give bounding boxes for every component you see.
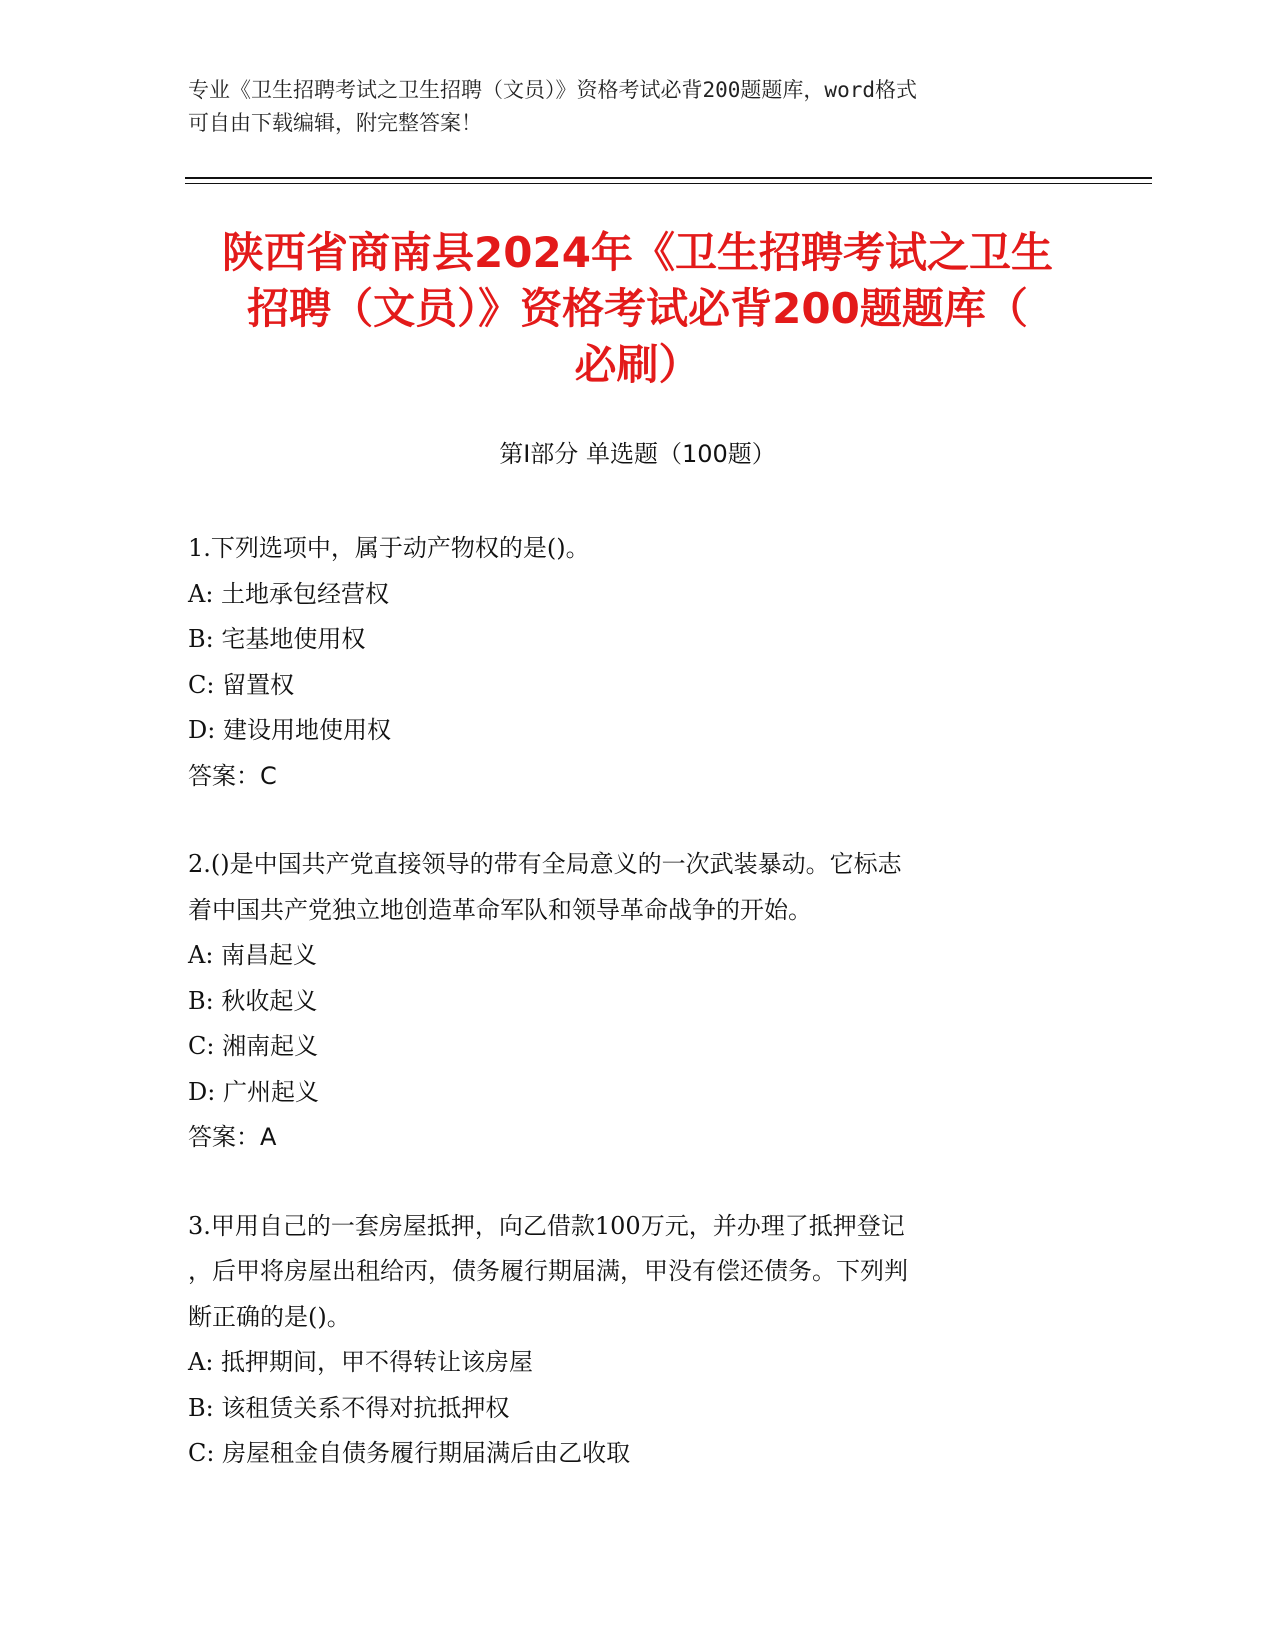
question-2 [188, 842, 1068, 1161]
title-line-3: 必刷） [574, 340, 701, 389]
option-a: A: 抵押期间，甲不得转让该房屋 [188, 1348, 534, 1376]
question-stem-line: 1.下列选项中，属于动产物权的是()。 [188, 534, 590, 562]
header-divider-thick [185, 177, 1152, 179]
title-line-2: 招聘（文员）》资格考试必背200题题库（ [247, 284, 1028, 333]
question-stem-line: 2.()是中国共产党直接领导的带有全局意义的一次武装暴动。它标志 [188, 850, 902, 878]
question-1 [188, 526, 1068, 799]
answer-line: 答案：A [188, 1123, 277, 1151]
document-title [150, 225, 1125, 393]
header-note-line-2: 可自由下载编辑，附完整答案！ [188, 111, 482, 135]
option-b: B: 秋收起义 [188, 986, 318, 1015]
question-stem-line: ，后甲将房屋出租给丙，债务履行期届满，甲没有偿还债务。下列判 [188, 1257, 908, 1285]
question-stem-line: 3.甲用自己的一套房屋抵押，向乙借款100万元，并办理了抵押登记 [188, 1211, 905, 1240]
title-line-1: 陕西省商南县2024年《卫生招聘考试之卫生 [222, 228, 1053, 277]
option-d: D: 建设用地使用权 [188, 716, 391, 744]
option-c: C: 房屋租金自债务履行期届满后由乙收取 [188, 1439, 631, 1467]
question-stem-line: 断正确的是()。 [188, 1302, 351, 1331]
question-stem-line: 着中国共产党独立地创造革命军队和领导革命战争的开始。 [188, 895, 812, 924]
option-b: B: 该租赁关系不得对抗抵押权 [188, 1393, 510, 1422]
option-c: C: 留置权 [188, 670, 295, 699]
header-note [188, 74, 1068, 140]
option-c: C: 湘南起义 [188, 1032, 319, 1060]
question-3 [188, 1204, 1068, 1477]
option-d: D: 广州起义 [188, 1077, 319, 1106]
header-divider-thin [185, 183, 1152, 184]
header-note-line-1: 专业《卫生招聘考试之卫生招聘（文员）》资格考试必背200题题库，word格式 [188, 78, 917, 102]
answer-line: 答案：C [188, 761, 277, 790]
option-a: A: 土地承包经营权 [188, 579, 390, 608]
question-list [188, 526, 1068, 1520]
option-a: A: 南昌起义 [188, 941, 318, 969]
section-title: 第Ⅰ部分 单选题（100题） [499, 440, 776, 468]
option-b: B: 宅基地使用权 [188, 625, 366, 653]
